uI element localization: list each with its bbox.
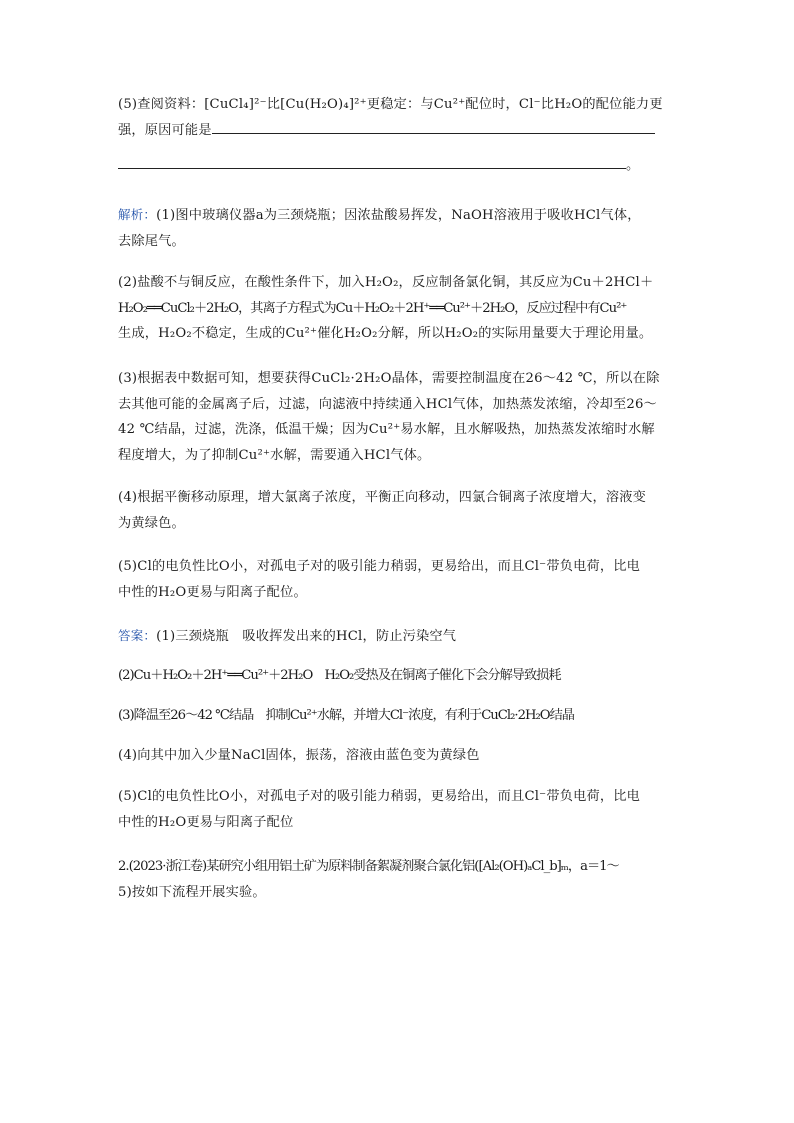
analysis-label: 解析： [118,207,157,222]
question-5-line3 [118,153,678,179]
answer-5-line2: 中性的H₂O更易与阳离子配位 [118,814,294,830]
answer-blank-1 [212,119,655,134]
analysis-p4 [118,485,678,536]
analysis-p3-line2: 去其他可能的金属离子后，过滤，向滤液中持续通入HCl气体，加热蒸发浓缩，冷却至26～ [118,396,657,412]
question-2-line1: 2.(2023·浙江卷)某研究小组用铝土矿为原料制备絮凝剂聚合氯化铝([Al₂(OH)ₐCl_b]ₘ，a＝1～ [118,859,619,874]
analysis-p2-line1: (2)盐酸不与铜反应，在酸性条件下，加入H₂O₂，反应制备氯化铜，其反应为Cu＋2HCl＋ [118,275,654,290]
analysis-p5 [118,554,678,605]
question-5-period: 。 [626,158,640,173]
analysis-p1-line1: 解析：(1)图中玻璃仪器a为三颈烧瓶；因浓盐酸易挥发，NaOH溶液用于吸收HCl气体， [118,207,641,223]
answer-5-line1: (5)Cl的电负性比O小，对孤电子对的吸引能力稍弱，更易给出，而且Cl⁻带负电荷，比电 [118,789,641,804]
analysis-p2-line2: H₂O₂══CuCl₂＋2H₂O，其离子方程式为Cu＋H₂O₂＋2H⁺══Cu²⁺＋2H₂O，反应过程中有Cu²⁺ [118,300,627,316]
analysis-p3-line1: (3)根据表中数据可知，想要获得CuCl₂·2H₂O晶体，需要控制温度在26～42 ℃，所以在除 [118,371,660,386]
question-2-line2: 5)按如下流程开展实验。 [118,884,266,900]
analysis-p5-line2: 中性的H₂O更易与阳离子配位。 [118,584,307,600]
analysis-p2 [118,270,678,347]
answer-blank-2 [118,154,626,169]
analysis-p1-line2: 去除尾气。 [118,233,185,249]
question-5-line2 [118,118,678,144]
question-5-line1: (5)查阅资料：[CuCl₄]²⁻比[Cu(H₂O)₄]²⁺更稳定：与Cu²⁺配位时，Cl⁻比H₂O的配位能力更 [118,97,663,112]
question-2 [118,854,678,905]
question-5 [118,92,678,179]
analysis-p4-line2: 为黄绿色。 [118,515,185,531]
answer-4: (4)向其中加入少量NaCl固体，振荡，溶液由蓝色变为黄绿色 [118,748,480,763]
analysis-p4-line1: (4)根据平衡移动原理，增大氯离子浓度，平衡正向移动，四氯合铜离子浓度增大，溶液变 [118,490,647,505]
answer-1: 答案：(1)三颈烧瓶 吸收挥发出来的HCl，防止污染空气 [118,628,457,644]
analysis-p5-line1: (5)Cl的电负性比O小，对孤电子对的吸引能力稍弱，更易给出，而且Cl⁻带负电荷，比电 [118,559,641,574]
answer-5 [118,784,678,835]
answer-3: (3)降温至26～42 ℃结晶 抑制Cu²⁺水解，并增大Cl⁻浓度，有利于CuCl₂·2H₂O结晶 [118,708,574,723]
answer-2: (2)Cu＋H₂O₂＋2H⁺══Cu²⁺＋2H₂O H₂O₂受热及在铜离子催化下会分解导致损耗 [118,668,561,683]
analysis-p3-line4: 程度增大，为了抑制Cu²⁺水解，需要通入HCl气体。 [118,447,431,463]
question-5-prefix: 强，原因可能是 [118,122,212,138]
answer-label: 答案： [118,628,157,643]
analysis-p2-line3: 生成，H₂O₂不稳定，生成的Cu²⁺催化H₂O₂分解，所以H₂O₂的实际用量要大于理论用量。 [118,326,653,341]
analysis-p3 [118,366,678,468]
analysis-p3-line3: 42 ℃结晶，过滤，洗涤，低温干燥；因为Cu²⁺易水解，且水解吸热，加热蒸发浓缩时水解 [118,422,655,437]
analysis-p1 [118,202,678,254]
